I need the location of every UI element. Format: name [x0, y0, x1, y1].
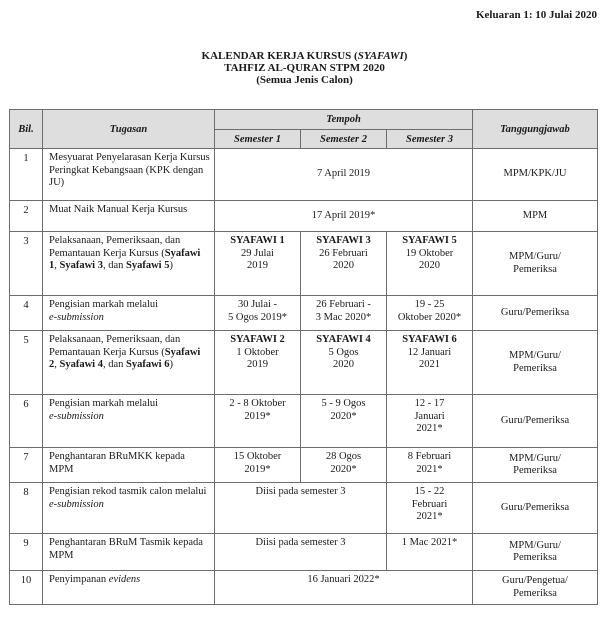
title-line-3: (Semua Jenis Calon) — [256, 74, 353, 86]
header-semester-2: Semester 2 — [301, 130, 387, 149]
table-row: 1 Mesyuarat Penyelarasan Kerja Kursus Peringkat Kebangsaan (KPK dengan JU) 7 April 2019 MPM/KPK/JU — [10, 149, 598, 201]
table-row: 5 Pelaksanaan, Pemeriksaan, dan Pemantauan Kerja Kursus (Syafawi 2, Syafawi 4, dan Syafawi 6) SYAFAWI 2 1 Oktober 2019 SYAFAWI 4 5 Ogos 2020 SYAFAWI 6 12 Januari 2021 MPM/Guru/ Pemeriksa — [10, 331, 598, 395]
release-label: Keluaran 1: 10 Julai 2020 — [475, 9, 597, 21]
header-bil: Bil. — [10, 110, 43, 149]
header-semester-3: Semester 3 — [387, 130, 473, 149]
title-line-1: KALENDAR KERJA KURSUS (SYAFAWI) — [201, 50, 408, 62]
table-row: 6 Pengisian markah melalui e-submission 2 - 8 Oktober 2019* 5 - 9 Ogos 2020* 12 - 17 Januari 2021* Guru/Pemeriksa — [10, 395, 598, 448]
header-tanggungjawab: Tanggungjawab — [473, 110, 598, 149]
table-row: 9 Penghantaran BRuM Tasmik kepada MPM Diisi pada semester 3 1 Mac 2021* MPM/Guru/ Pemeriksa — [10, 534, 598, 571]
title-line-2: TAHFIZ AL-QURAN STPM 2020 — [224, 62, 385, 74]
coursework-calendar-table — [9, 109, 598, 605]
table-row: 4 Pengisian markah melalui e-submission 30 Julai - 5 Ogos 2019* 26 Februari - 3 Mac 2020* 19 - 25 Oktober 2020* Guru/Pemeriksa — [10, 296, 598, 331]
table-row: 7 Penghantaran BRuMKK kepada MPM 15 Oktober 2019* 28 Ogos 2020* 8 Februari 2021* MPM/Guru/ Pemeriksa — [10, 448, 598, 483]
table-row: 10 Penyimpanan evidens 16 Januari 2022* Guru/Pengetua/ Pemeriksa — [10, 571, 598, 605]
header-semester-1: Semester 1 — [215, 130, 301, 149]
table-row: 3 Pelaksanaan, Pemeriksaan, dan Pemantauan Kerja Kursus (Syafawi 1, Syafawi 3, dan Syafawi 5) SYAFAWI 1 29 Julai 2019 SYAFAWI 3 26 Februari 2020 SYAFAWI 5 19 Oktober 2020 MPM/Guru/ Pemeriksa — [10, 232, 598, 296]
header-tugasan: Tugasan — [43, 110, 215, 149]
table-row: 2 Muat Naik Manual Kerja Kursus 17 April 2019* MPM — [10, 201, 598, 232]
header-tempoh: Tempoh — [215, 110, 473, 130]
table-row: 8 Pengisian rekod tasmik calon melalui e-submission Diisi pada semester 3 15 - 22 Februari 2021* Guru/Pemeriksa — [10, 483, 598, 534]
document-title — [0, 50, 609, 86]
